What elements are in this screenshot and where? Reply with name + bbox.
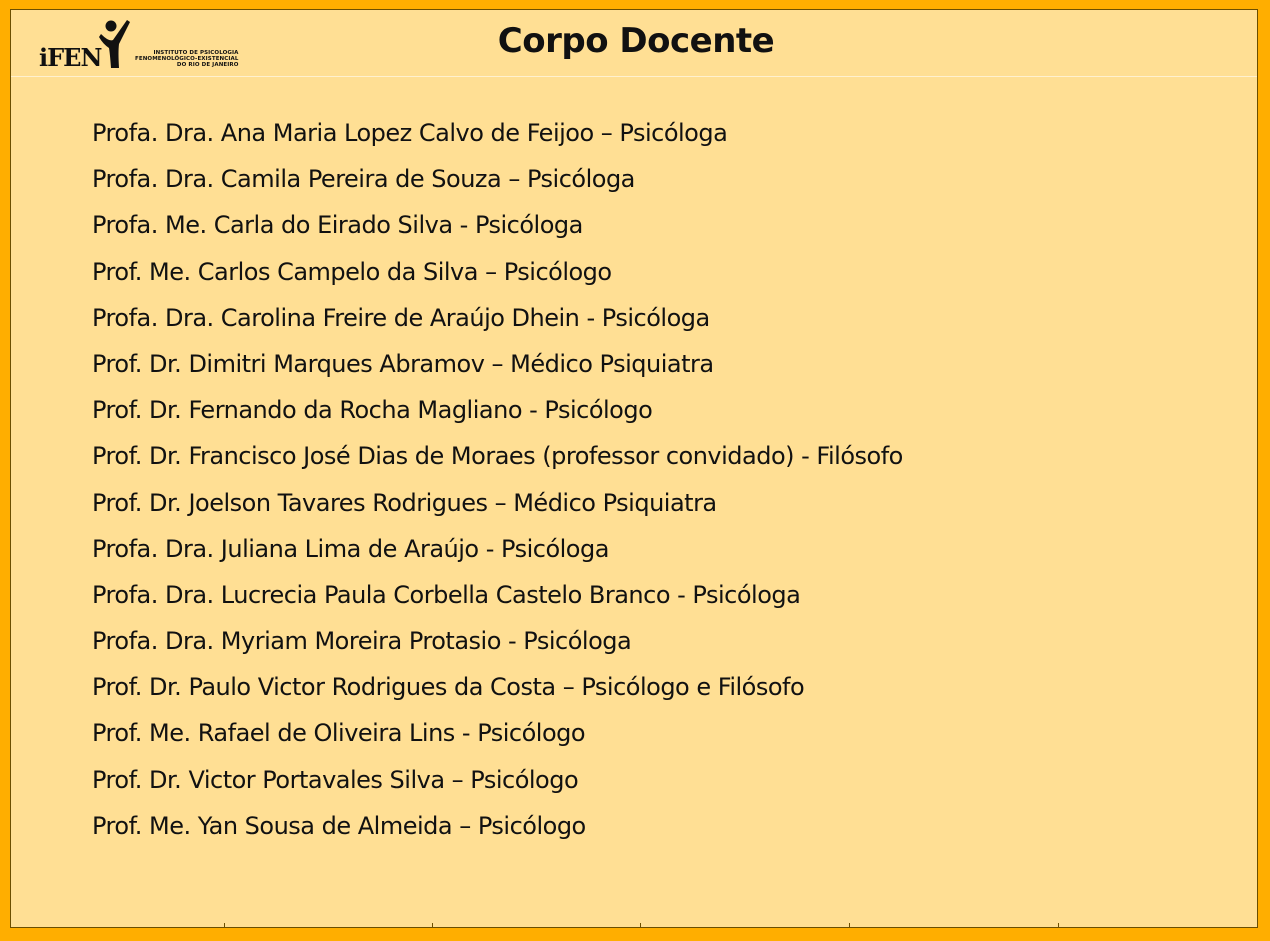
tick-mark <box>640 923 641 927</box>
logo-subtitle-line: INSTITUTO DE PSICOLOGIA <box>153 50 239 56</box>
faculty-item: Profa. Dra. Ana Maria Lopez Calvo de Feijoo – Psicóloga <box>92 119 728 147</box>
tick-mark <box>432 923 433 927</box>
page-title: Corpo Docente <box>497 21 775 61</box>
faculty-item: Prof. Me. Yan Sousa de Almeida – Psicólogo <box>92 811 586 840</box>
faculty-item: Prof. Dr. Dimitri Marques Abramov – Médico Psiquiatra <box>92 349 714 378</box>
header <box>11 10 1257 77</box>
faculty-item: Prof. Dr. Fernando da Rocha Magliano - Psicólogo <box>92 396 653 425</box>
faculty-item: Profa. Dra. Myriam Moreira Protasio - Psicóloga <box>92 627 632 656</box>
faculty-item: Prof. Dr. Francisco José Dias de Moraes (professor convidado) - Filósofo <box>92 442 903 471</box>
slide-panel <box>10 9 1258 928</box>
faculty-list <box>92 116 903 855</box>
tick-mark <box>1058 923 1059 927</box>
faculty-item: Profa. Dra. Camila Pereira de Souza – Psicóloga <box>92 165 635 194</box>
faculty-item: Profa. Dra. Juliana Lima de Araújo - Psicóloga <box>92 534 609 563</box>
faculty-item: Prof. Dr. Paulo Victor Rodrigues da Costa – Psicólogo e Filósofo <box>92 673 805 702</box>
tick-mark <box>224 923 225 927</box>
logo-subtitle-line: DO RIO DE JANEIRO <box>176 62 239 68</box>
logo-wordmark: iFEN <box>39 43 102 72</box>
faculty-item: Profa. Dra. Lucrecia Paula Corbella Castelo Branco - Psicóloga <box>92 580 801 609</box>
faculty-item: Prof. Me. Carlos Campelo da Silva – Psicólogo <box>92 257 612 286</box>
faculty-item: Prof. Dr. Joelson Tavares Rodrigues – Médico Psiquiatra <box>92 488 717 517</box>
faculty-item: Prof. Dr. Victor Portavales Silva – Psicólogo <box>92 765 579 794</box>
logo-subtitle-line: FENOMENOLÓGICO-EXISTENCIAL <box>135 56 239 62</box>
faculty-item: Profa. Me. Carla do Eirado Silva - Psicóloga <box>92 211 583 240</box>
faculty-item: Prof. Me. Rafael de Oliveira Lins - Psicólogo <box>92 719 586 748</box>
faculty-item: Profa. Dra. Carolina Freire de Araújo Dhein - Psicóloga <box>92 303 710 332</box>
tick-mark <box>849 923 850 927</box>
